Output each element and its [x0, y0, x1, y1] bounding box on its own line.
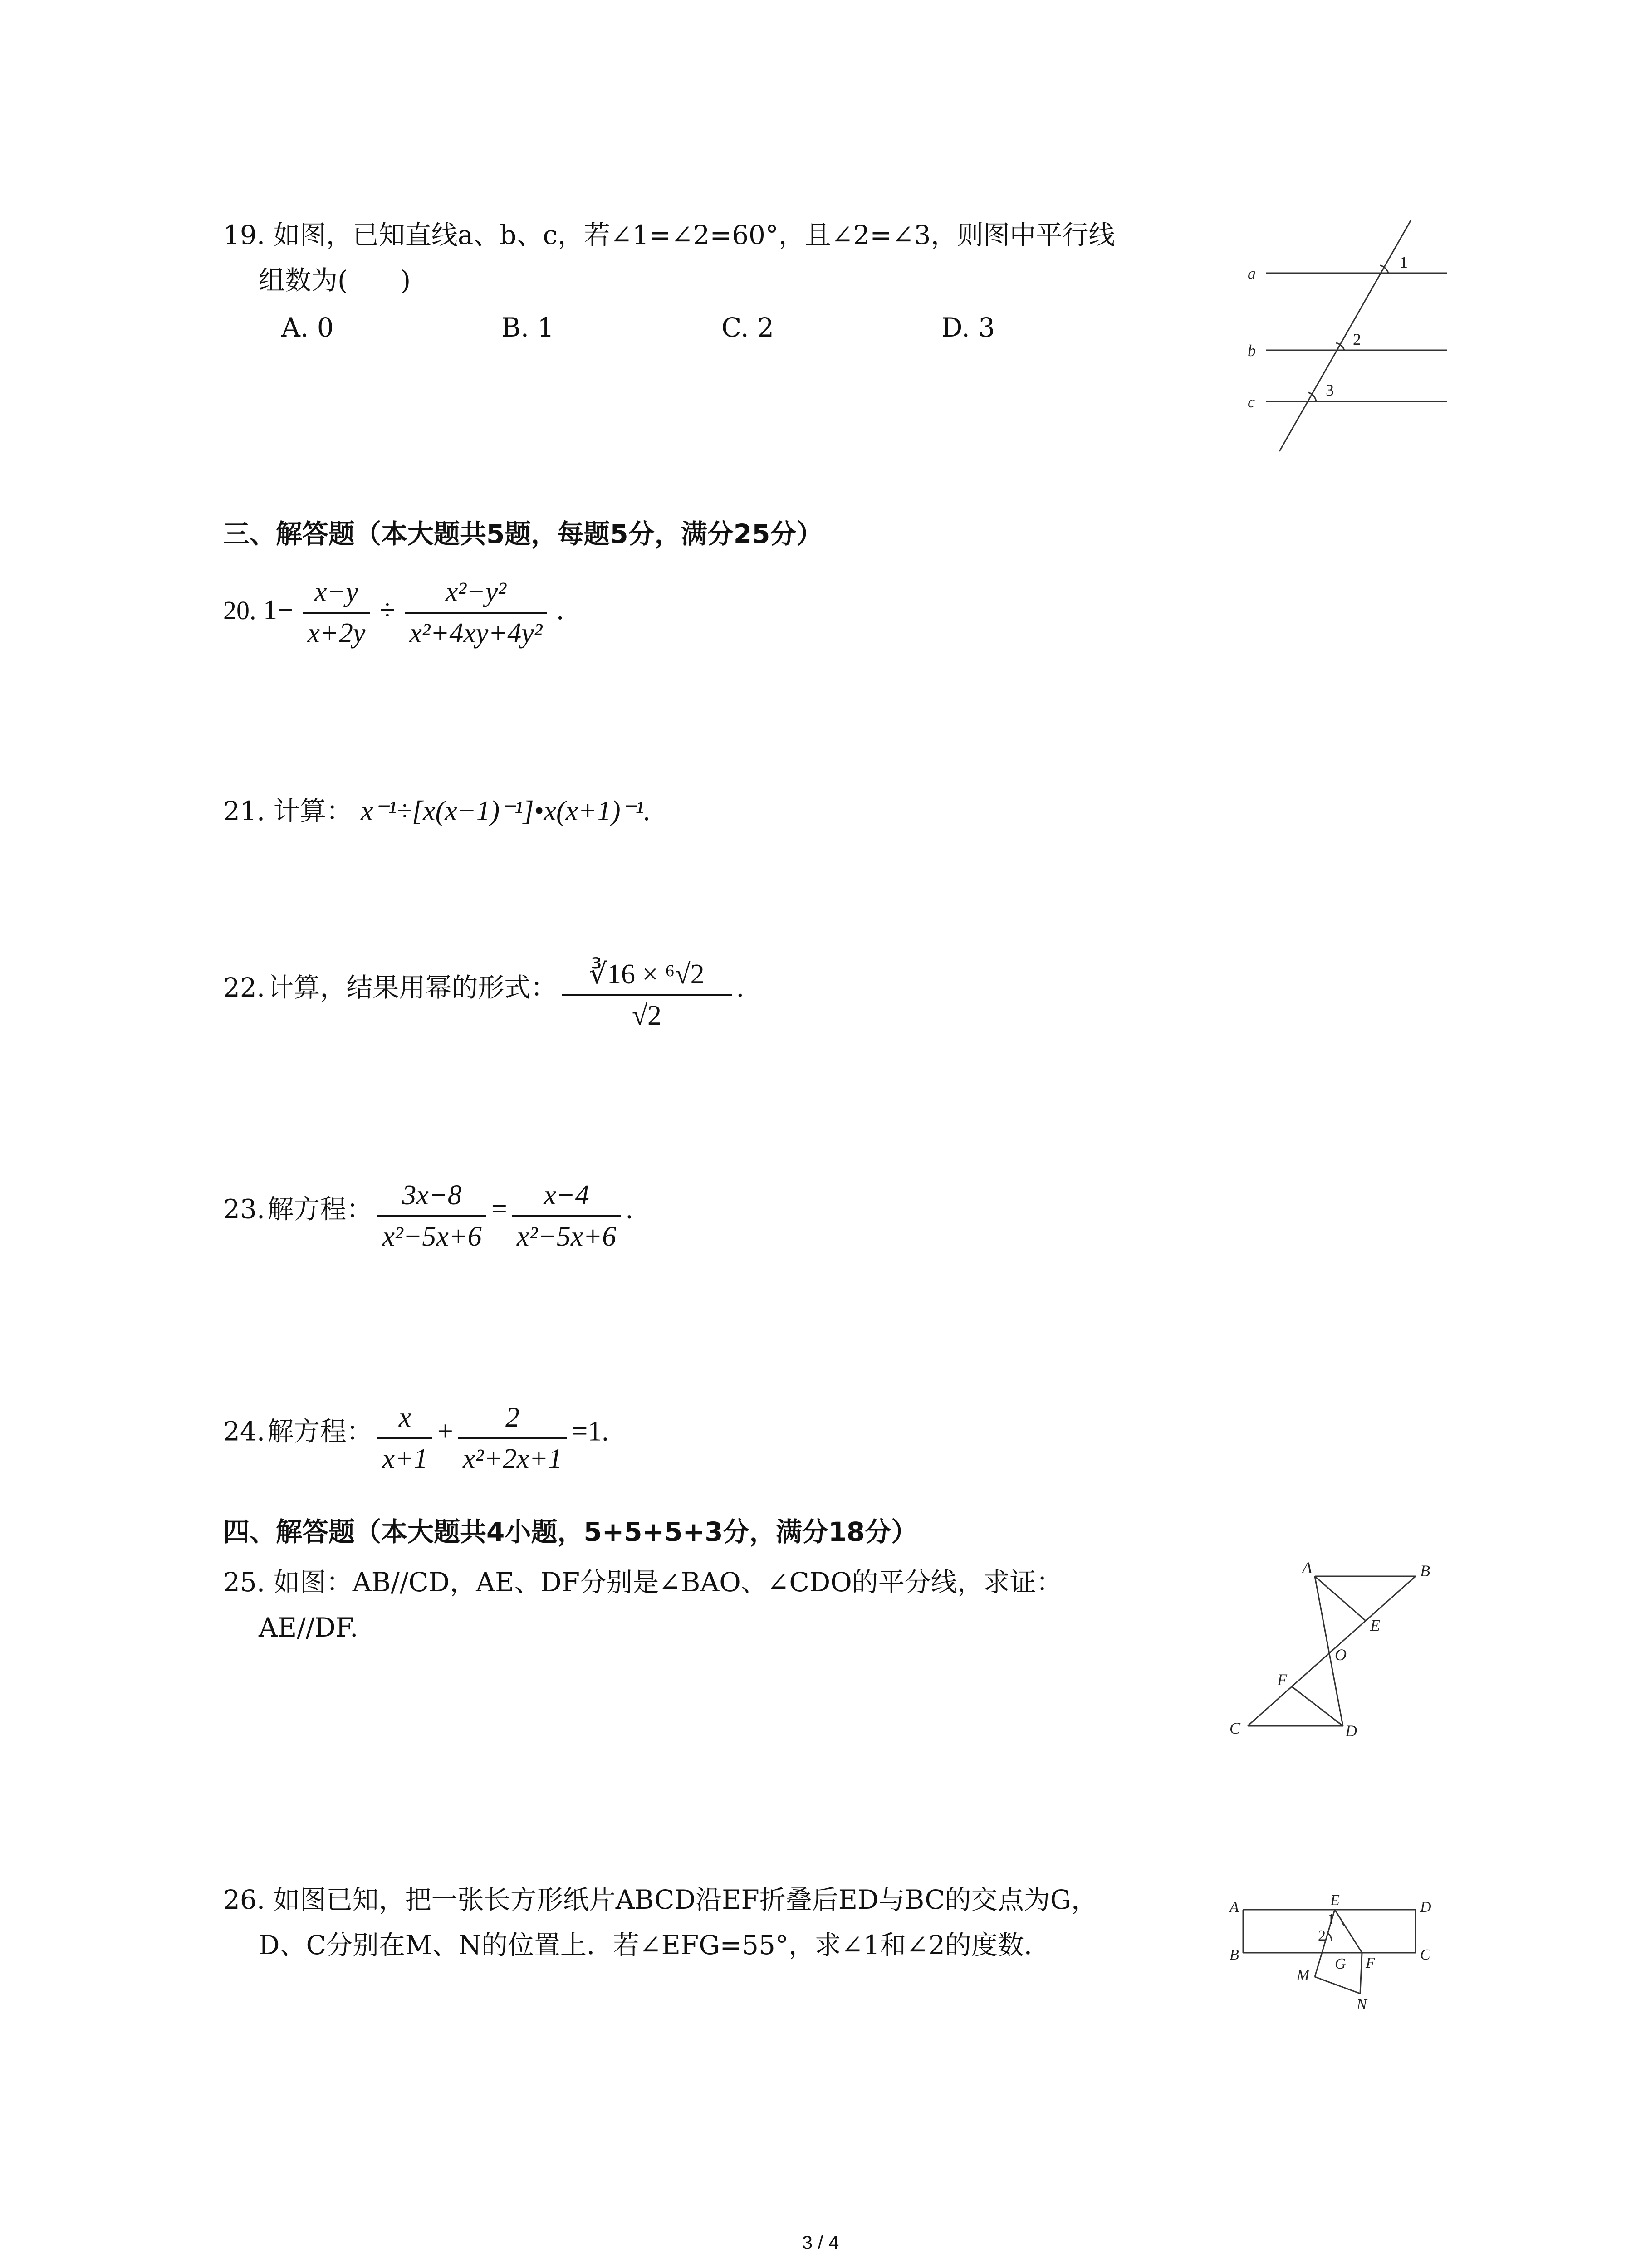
question-24	[223, 1402, 609, 1475]
question-number: 25.	[223, 1567, 265, 1598]
question-25-line2	[259, 1606, 358, 1649]
option-c: C. 2	[721, 312, 774, 343]
option-d: D. 3	[941, 312, 995, 343]
fraction-radicals	[562, 957, 731, 1032]
angle-2-arc	[1328, 1933, 1332, 1941]
question-text: 如图：AB//CD，AE、DF分别是∠BAO、∠CDO的平分线，求证：	[273, 1567, 1063, 1598]
fraction-2-denominator: x²+2x+1	[462, 1443, 563, 1474]
fraction-1	[377, 1179, 486, 1253]
expr-end: .	[736, 972, 744, 1003]
question-expression: x⁻¹÷[x(x−1)⁻¹]•x(x+1)⁻¹.	[361, 796, 651, 826]
label-O: O	[1335, 1646, 1347, 1664]
label-F: F	[1277, 1671, 1287, 1689]
question-number: 26.	[223, 1884, 265, 1915]
fraction-2-numerator: x−4	[512, 1179, 621, 1217]
question-22	[223, 957, 744, 1032]
question-text: D、C分别在M、N的位置上．若∠EFG=55°，求∠1和∠2的度数．	[259, 1930, 1050, 1960]
question-26	[223, 1878, 1097, 1921]
label-angle-2: 2	[1318, 1927, 1326, 1944]
label-C: C	[1230, 1719, 1241, 1737]
question-text: 组数为( )	[259, 265, 411, 296]
edge-nf	[1360, 1953, 1362, 1994]
question-19	[223, 213, 1115, 257]
label-N: N	[1357, 1996, 1367, 2013]
label-c: c	[1248, 393, 1255, 411]
question-19-line2	[259, 259, 411, 302]
fraction-numerator: ∛16 × ⁶√2	[562, 957, 731, 996]
label-E: E	[1370, 1616, 1380, 1634]
fraction-1	[303, 576, 370, 650]
label-F: F	[1366, 1955, 1375, 1971]
label-M: M	[1297, 1967, 1310, 1984]
fraction-2	[512, 1179, 621, 1253]
question-number: 19.	[223, 220, 265, 250]
label-E: E	[1330, 1892, 1340, 1909]
page-number: 3 / 4	[802, 2232, 839, 2253]
label-angle-2: 2	[1353, 330, 1361, 348]
fraction-2-denominator: x²−5x+6	[516, 1221, 617, 1252]
question-21	[223, 789, 651, 833]
bisector-df	[1292, 1686, 1343, 1726]
fraction-denominator: √2	[632, 1000, 662, 1031]
label-angle-3: 3	[1326, 381, 1334, 399]
label-b: b	[1248, 342, 1256, 360]
transversal-line	[1279, 220, 1411, 451]
fraction-1	[377, 1402, 432, 1475]
fraction-2	[405, 576, 547, 650]
expr-end: =1.	[572, 1416, 609, 1447]
question-label: 解方程：	[267, 1416, 373, 1447]
expr-end: .	[626, 1193, 633, 1225]
question-label: 计算：	[273, 796, 353, 826]
question-20	[223, 576, 563, 650]
expr-end: .	[556, 595, 564, 626]
fraction-1-numerator: 3x−8	[377, 1179, 486, 1217]
fraction-1-numerator: x	[377, 1402, 432, 1439]
plus-sign: +	[437, 1416, 453, 1447]
label-B: B	[1230, 1946, 1239, 1963]
question-number: 23.	[223, 1193, 265, 1225]
question-text: 如图已知，把一张长方形纸片ABCD沿EF折叠后ED与BC的交点为G，	[273, 1884, 1097, 1915]
label-D: D	[1345, 1722, 1357, 1740]
figure-folded-rectangle	[1216, 1873, 1461, 2032]
label-angle-1: 1	[1400, 253, 1408, 271]
fraction-2-denominator: x²+4xy+4y²	[409, 618, 543, 649]
section-4-title: 四、解答题（本大题共4小题，5+5+5+3分，满分18分）	[223, 1516, 918, 1547]
question-25	[223, 1560, 1063, 1604]
question-number: 21.	[223, 796, 265, 826]
equals-sign: =	[491, 1193, 507, 1225]
option-b: B. 1	[501, 312, 554, 343]
label-A: A	[1302, 1559, 1312, 1577]
figure-bisectors	[1216, 1556, 1461, 1746]
question-text: AE//DF.	[259, 1612, 358, 1643]
label-B: B	[1420, 1562, 1430, 1580]
edge-mn	[1315, 1977, 1360, 1994]
question-label: 解方程：	[267, 1193, 373, 1225]
label-G: G	[1335, 1955, 1346, 1972]
question-text: 如图，已知直线a、b、c，若∠1=∠2=60°，且∠2=∠3，则图中平行线	[273, 220, 1115, 250]
fraction-2	[458, 1402, 567, 1475]
label-D: D	[1420, 1899, 1431, 1916]
option-a: A. 0	[281, 312, 334, 343]
question-number: 24.	[223, 1416, 265, 1447]
fraction-2-numerator: x²−y²	[405, 576, 547, 614]
fraction-2-numerator: 2	[458, 1402, 567, 1439]
fraction-1-numerator: x−y	[303, 576, 370, 614]
section-3-title: 三、解答题（本大题共5题，每题5分，满分25分）	[223, 518, 823, 549]
question-23	[223, 1179, 633, 1253]
fraction-1-denominator: x²−5x+6	[382, 1221, 482, 1252]
fraction-1-denominator: x+1	[382, 1443, 428, 1474]
question-number: 22.	[223, 972, 265, 1003]
fold-line-ef	[1335, 1910, 1362, 1953]
figure-parallel-lines	[1234, 209, 1461, 463]
question-label: 计算，结果用幂的形式：	[267, 972, 557, 1003]
divide-operator: ÷	[379, 595, 395, 626]
segment-bc	[1248, 1576, 1416, 1726]
fraction-1-denominator: x+2y	[307, 618, 366, 649]
label-A: A	[1230, 1899, 1239, 1916]
label-angle-1: 1	[1327, 1911, 1335, 1928]
label-C: C	[1420, 1946, 1430, 1963]
question-number: 20.	[223, 596, 256, 626]
question-26-line2	[259, 1923, 1050, 1967]
label-a: a	[1248, 264, 1256, 283]
expr-lead: 1−	[263, 595, 293, 626]
